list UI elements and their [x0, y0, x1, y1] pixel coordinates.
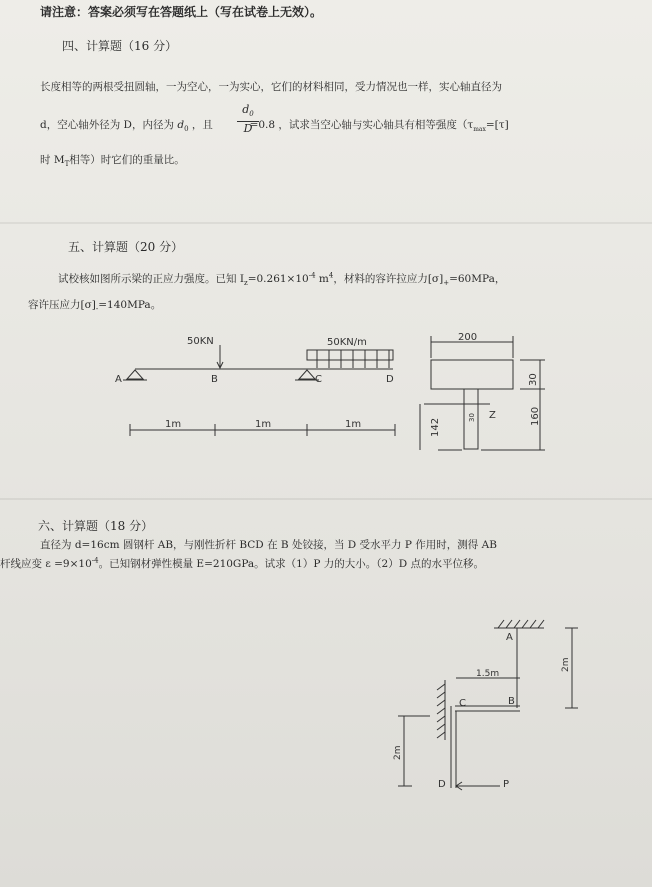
label-c: C — [315, 374, 322, 385]
q5-title: 五、计算题（20 分） — [68, 240, 184, 254]
q5-line1-text-e: =60MPa， — [449, 273, 506, 285]
q5-line1-sup2: 4 — [328, 271, 334, 280]
q4-line3-sub: T — [64, 160, 70, 169]
label-web-height: 160 — [530, 406, 541, 426]
label-len-ab: 2m — [561, 657, 571, 672]
q4-line1: 长度相等的两根受扭圆轴，一为空心，一为实心，它们的材料相同，受力情况也一样，实心轴直径为 — [40, 81, 502, 93]
q6-line2-text: 杆线应变 ε =9×10 — [0, 558, 92, 570]
q4-d0-symbol: d — [177, 119, 185, 131]
q5-line1-text-b: =0.261×10 — [247, 273, 309, 285]
left-wall-hatch — [437, 684, 445, 738]
q5-line2-sub: - — [95, 305, 99, 314]
q4-title: 四、计算题（16 分） — [62, 39, 178, 53]
label-flange-thickness: 30 — [528, 373, 539, 386]
label-web-thickness: 30 — [468, 413, 476, 422]
q5-line1-text-d: ，材料的容许拉应力[σ] — [333, 273, 444, 285]
label-seg1: 1m — [165, 419, 182, 430]
q6-title: 六、计算题（18 分） — [38, 519, 154, 533]
q6-line2-sup: -4 — [91, 556, 99, 565]
q5-line1-text: 试校核如图所示梁的正应力强度。已知 I — [58, 273, 244, 285]
q5-line2-text: 容许压应力[σ] — [28, 299, 96, 311]
label-d: D — [386, 374, 394, 385]
label-a: A — [506, 632, 513, 643]
q5-line1-sub2: + — [443, 279, 450, 288]
q5-line1-sup: -4 — [308, 271, 316, 280]
label-p: P — [503, 779, 510, 790]
label-axis-z: Z — [489, 410, 496, 421]
top-wall-hatch — [498, 620, 544, 628]
label-load-dist: 50KN/m — [327, 337, 367, 348]
q4-line2-text-d: =[τ] — [485, 119, 509, 131]
q4-line2-text-b: ，且 — [191, 119, 213, 131]
q6-line2-text-b: 。已知钢材弹性模量 E=210GPa。试求（1）P 力的大小。（2）D 点的水平位移。 — [98, 558, 484, 570]
label-seg2: 1m — [255, 419, 272, 430]
label-d: D — [438, 779, 446, 790]
label-flange-width: 200 — [458, 332, 478, 343]
q4-d0-sub: 0 — [184, 125, 189, 134]
q4-line3-text: 时 M — [40, 154, 65, 166]
q5-line2-text-b: =140MPa。 — [98, 299, 162, 311]
q4-line2-text: d，空心轴外径为 D，内径为 — [40, 119, 174, 131]
label-len-cd: 2m — [393, 745, 403, 760]
label-a: A — [115, 374, 122, 385]
label-b: B — [508, 696, 515, 707]
q4-line2-text-c: =0.8 ，试求当空心轴与实心轴具有相等强度（τ — [249, 119, 474, 131]
label-b: B — [211, 374, 218, 385]
label-len-cb: 1.5m — [476, 669, 500, 679]
notice-line: 请注意：答案必须写在答题纸上（写在试卷上无效）。 — [40, 5, 323, 19]
label-c: C — [459, 698, 466, 709]
q5-line1-text-c: m — [315, 273, 329, 285]
q4-fraction-denominator: D — [243, 122, 253, 136]
q4-line3-text-b: 相等）时它们的重量比。 — [69, 154, 185, 166]
q4-frac-num: d — [242, 103, 250, 116]
q6-line1: 直径为 d=16cm 圆钢杆 AB，与刚性折杆 BCD 在 B 处铰接，当 D 受水平力 P 作用时，测得 AB — [40, 539, 497, 551]
q4-tau-sub: max — [473, 126, 486, 134]
label-load-point: 50KN — [187, 336, 214, 347]
q4-frac-num-sub: 0 — [249, 110, 254, 119]
q5-line1-sub: z — [244, 279, 248, 288]
label-web-lower: 142 — [430, 417, 441, 437]
label-seg3: 1m — [345, 419, 362, 430]
